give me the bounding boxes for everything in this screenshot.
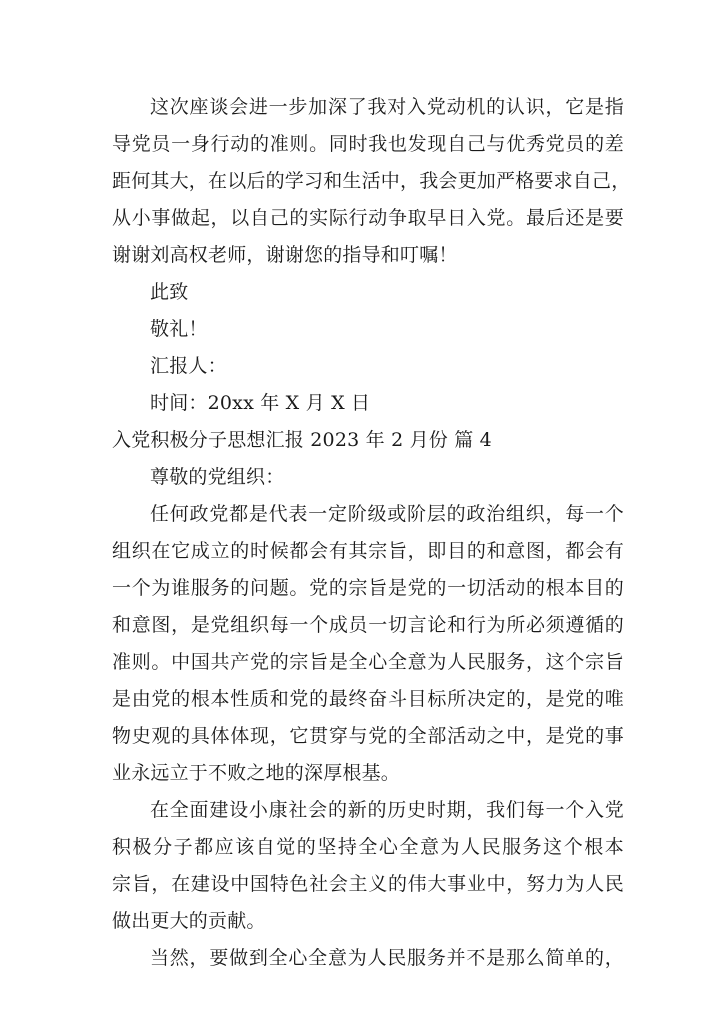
paragraph-1-line-4: 从小事做起，以自己的实际行动争取早日入党。最后还是要	[112, 207, 624, 229]
salutation-cizhi: 此致	[150, 281, 189, 303]
paragraph-2-line-7: 物史观的具体体现，它贯穿与党的全部活动之中，是党的事	[112, 725, 624, 747]
paragraph-2-line-8: 业永远立于不败之地的深厚根基。	[112, 762, 401, 784]
paragraph-1-line-3: 距何其大，在以后的学习和生活中，我会更加严格要求自己，	[112, 170, 631, 192]
paragraph-3-line-4: 做出更大的贡献。	[112, 910, 266, 932]
reporter-label: 汇报人：	[150, 355, 227, 377]
paragraph-4-line-1: 当然，要做到全心全意为人民服务并不是那么简单的，	[150, 947, 624, 969]
paragraph-2-line-6: 是由党的根本性质和党的最终奋斗目标所决定的，是党的唯	[112, 688, 624, 710]
greeting: 尊敬的党组织：	[150, 466, 285, 488]
paragraph-2-line-5: 准则。中国共产党的宗旨是全心全意为人民服务，这个宗旨	[112, 651, 624, 673]
paragraph-1-line-2: 导党员一身行动的准则。同时我也发现自己与优秀党员的差	[112, 133, 624, 155]
paragraph-3-line-2: 积极分子都应该自觉的坚持全心全意为人民服务这个根本	[112, 836, 624, 858]
section-heading: 入党积极分子思想汇报 2023 年 2 月份 篇 4	[112, 429, 492, 451]
paragraph-1-line-5: 谢谢刘高权老师，谢谢您的指导和叮嘱！	[112, 244, 458, 266]
paragraph-2-line-1: 任何政党都是代表一定阶级或阶层的政治组织，每一个	[150, 503, 624, 525]
salutation-jingli: 敬礼！	[150, 318, 208, 340]
paragraph-2-line-4: 和意图，是党组织每一个成员一切言论和行为所必须遵循的	[112, 614, 624, 636]
paragraph-2-line-3: 一个为谁服务的问题。党的宗旨是党的一切活动的根本目的	[112, 577, 624, 599]
paragraph-3-line-1: 在全面建设小康社会的新的历史时期，我们每一个入党	[150, 799, 624, 821]
paragraph-3-line-3: 宗旨，在建设中国特色社会主义的伟大事业中，努力为人民	[112, 873, 624, 895]
paragraph-1-line-1: 这次座谈会进一步加深了我对入党动机的认识，它是指	[150, 96, 624, 118]
report-date: 时间：20xx 年 X 月 X 日	[150, 392, 371, 414]
paragraph-2-line-2: 组织在它成立的时候都会有其宗旨，即目的和意图，都会有	[112, 540, 624, 562]
